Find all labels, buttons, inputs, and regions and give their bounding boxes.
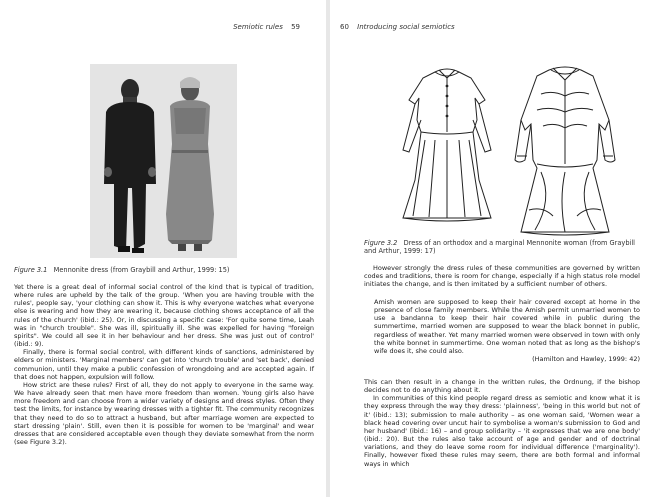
figure-3-2-dress-drawings [395,60,620,238]
left-body-text [14,283,314,446]
right-header-title: Introducing social semiotics [357,23,455,31]
right-page-number: 60 [340,23,349,31]
figure-3-2-label: Figure 3.2 [364,239,398,247]
left-page-number: 59 [291,23,300,31]
right-paragraph-2: This can then result in a change in the written rules, the Ordnung, if the bishop decides not to do anything about it. [364,378,640,395]
left-header-title: Semiotic rules [233,23,283,31]
left-paragraph-1: Yet there is a great deal of informal social control of the kind that is typical of tradition, where rules are upheld by the talk of the group. 'When you are having trouble with the rules', people say, 'your clothing can show it. This is why everyone watches what everyone else is wearing and how they are wearing it, because clothing shows acceptance of all the rules of the church' (ibid.: 25). Or, in discussing a specific case: 'For quite some time, Leah was in "church trouble". She was ill, spiritually ill. She was expelled for having "foreign spirits". We could all see it in her behaviour and her dress. She was just out of control' (ibid.: 9). [14,283,314,349]
figure-3-1-photo [90,64,237,258]
mennonite-couple-photo [90,64,237,258]
figure-3-1-caption [14,266,314,274]
orthodox-dress-drawing [403,69,491,221]
right-running-header [340,23,455,31]
right-body-text-2 [364,378,640,468]
marginal-dress-drawing [515,67,615,235]
right-paragraph-3: In communities of this kind people regard dress as semiotic and know what it is they express through the way they dress: 'plainness', 'being in this world but not of it' (ibid.: 13); submission to male authority – as one woman said, 'Women wear a black head covering over uncut hair to symbolise a woman's submission to God and her husband' (ibid.: 16) – and group solidarity – 'it expresses that we are one body' (ibid.: 20). But the rules also take account of age and gender and of doctrinal variations, and they do leave some room for individual difference ('marginality'). Finally, however fixed these rules may seem, there are both formal and informal ways in which [364,394,640,468]
right-page [330,0,657,497]
figure-3-1-text: Mennonite dress (from Graybill and Arthur, 1999: 15) [53,266,230,274]
figure-3-1-label: Figure 3.1 [14,266,48,274]
left-paragraph-2: Finally, there is formal social control, with different kinds of sanctions, administered by elders or ministers. 'Marginal members' can get into 'church trouble' and 'set back', denied communion, until they make a public confession of wrongdoing and are accepted again. If that does not happen, expulsion will follow. [14,348,314,381]
woman-figure [166,77,214,251]
block-quote-citation: (Hamilton and Hawley, 1999: 42) [532,355,640,364]
figure-3-2-caption [364,239,636,255]
right-paragraph-1: However strongly the dress rules of these communities are governed by written codes and traditions, there is room for change, especially if a high status role model initiates the change, and is then imitated by a sufficient number of others. [364,264,640,289]
left-paragraph-3: How strict are these rules? First of all, they do not apply to everyone in the same way. We have already seen that men have more freedom than women. Young girls also have more freedom and can choose from a wider variety of designs and dress styles. Often they test the limits, for instance by wearing dresses with a tighter fit. The community recognizes that they need to do so to attract a husband, but after marriage women are expected to start dressing 'plain'. Still, even then it is possible for women to be 'marginal' and wear dresses that are considered acceptable even though they deviate somewhat from the norm (see Figure 3.2). [14,380,314,446]
left-page [0,0,326,497]
block-quote-text: Amish women are supposed to keep their hair covered except at home in the presence of close family members. While the Amish permit unmarried women to use a bandanna to keep their hair covered while in public during the summertime, married women are supposed to wear the black bonnet in public, regardless of weather. Yet many married women were observed in town with only the white bonnet in summertime. One woman noted that as long as the bishop's wife does it, she could also. [374,298,640,355]
right-body-text-1 [364,264,640,288]
figure-3-2-text: Dress of an orthodox and a marginal Mennonite woman (from Graybill and Arthur, 1999: 17) [364,239,636,255]
left-running-header [233,23,306,31]
block-quote [374,298,640,363]
